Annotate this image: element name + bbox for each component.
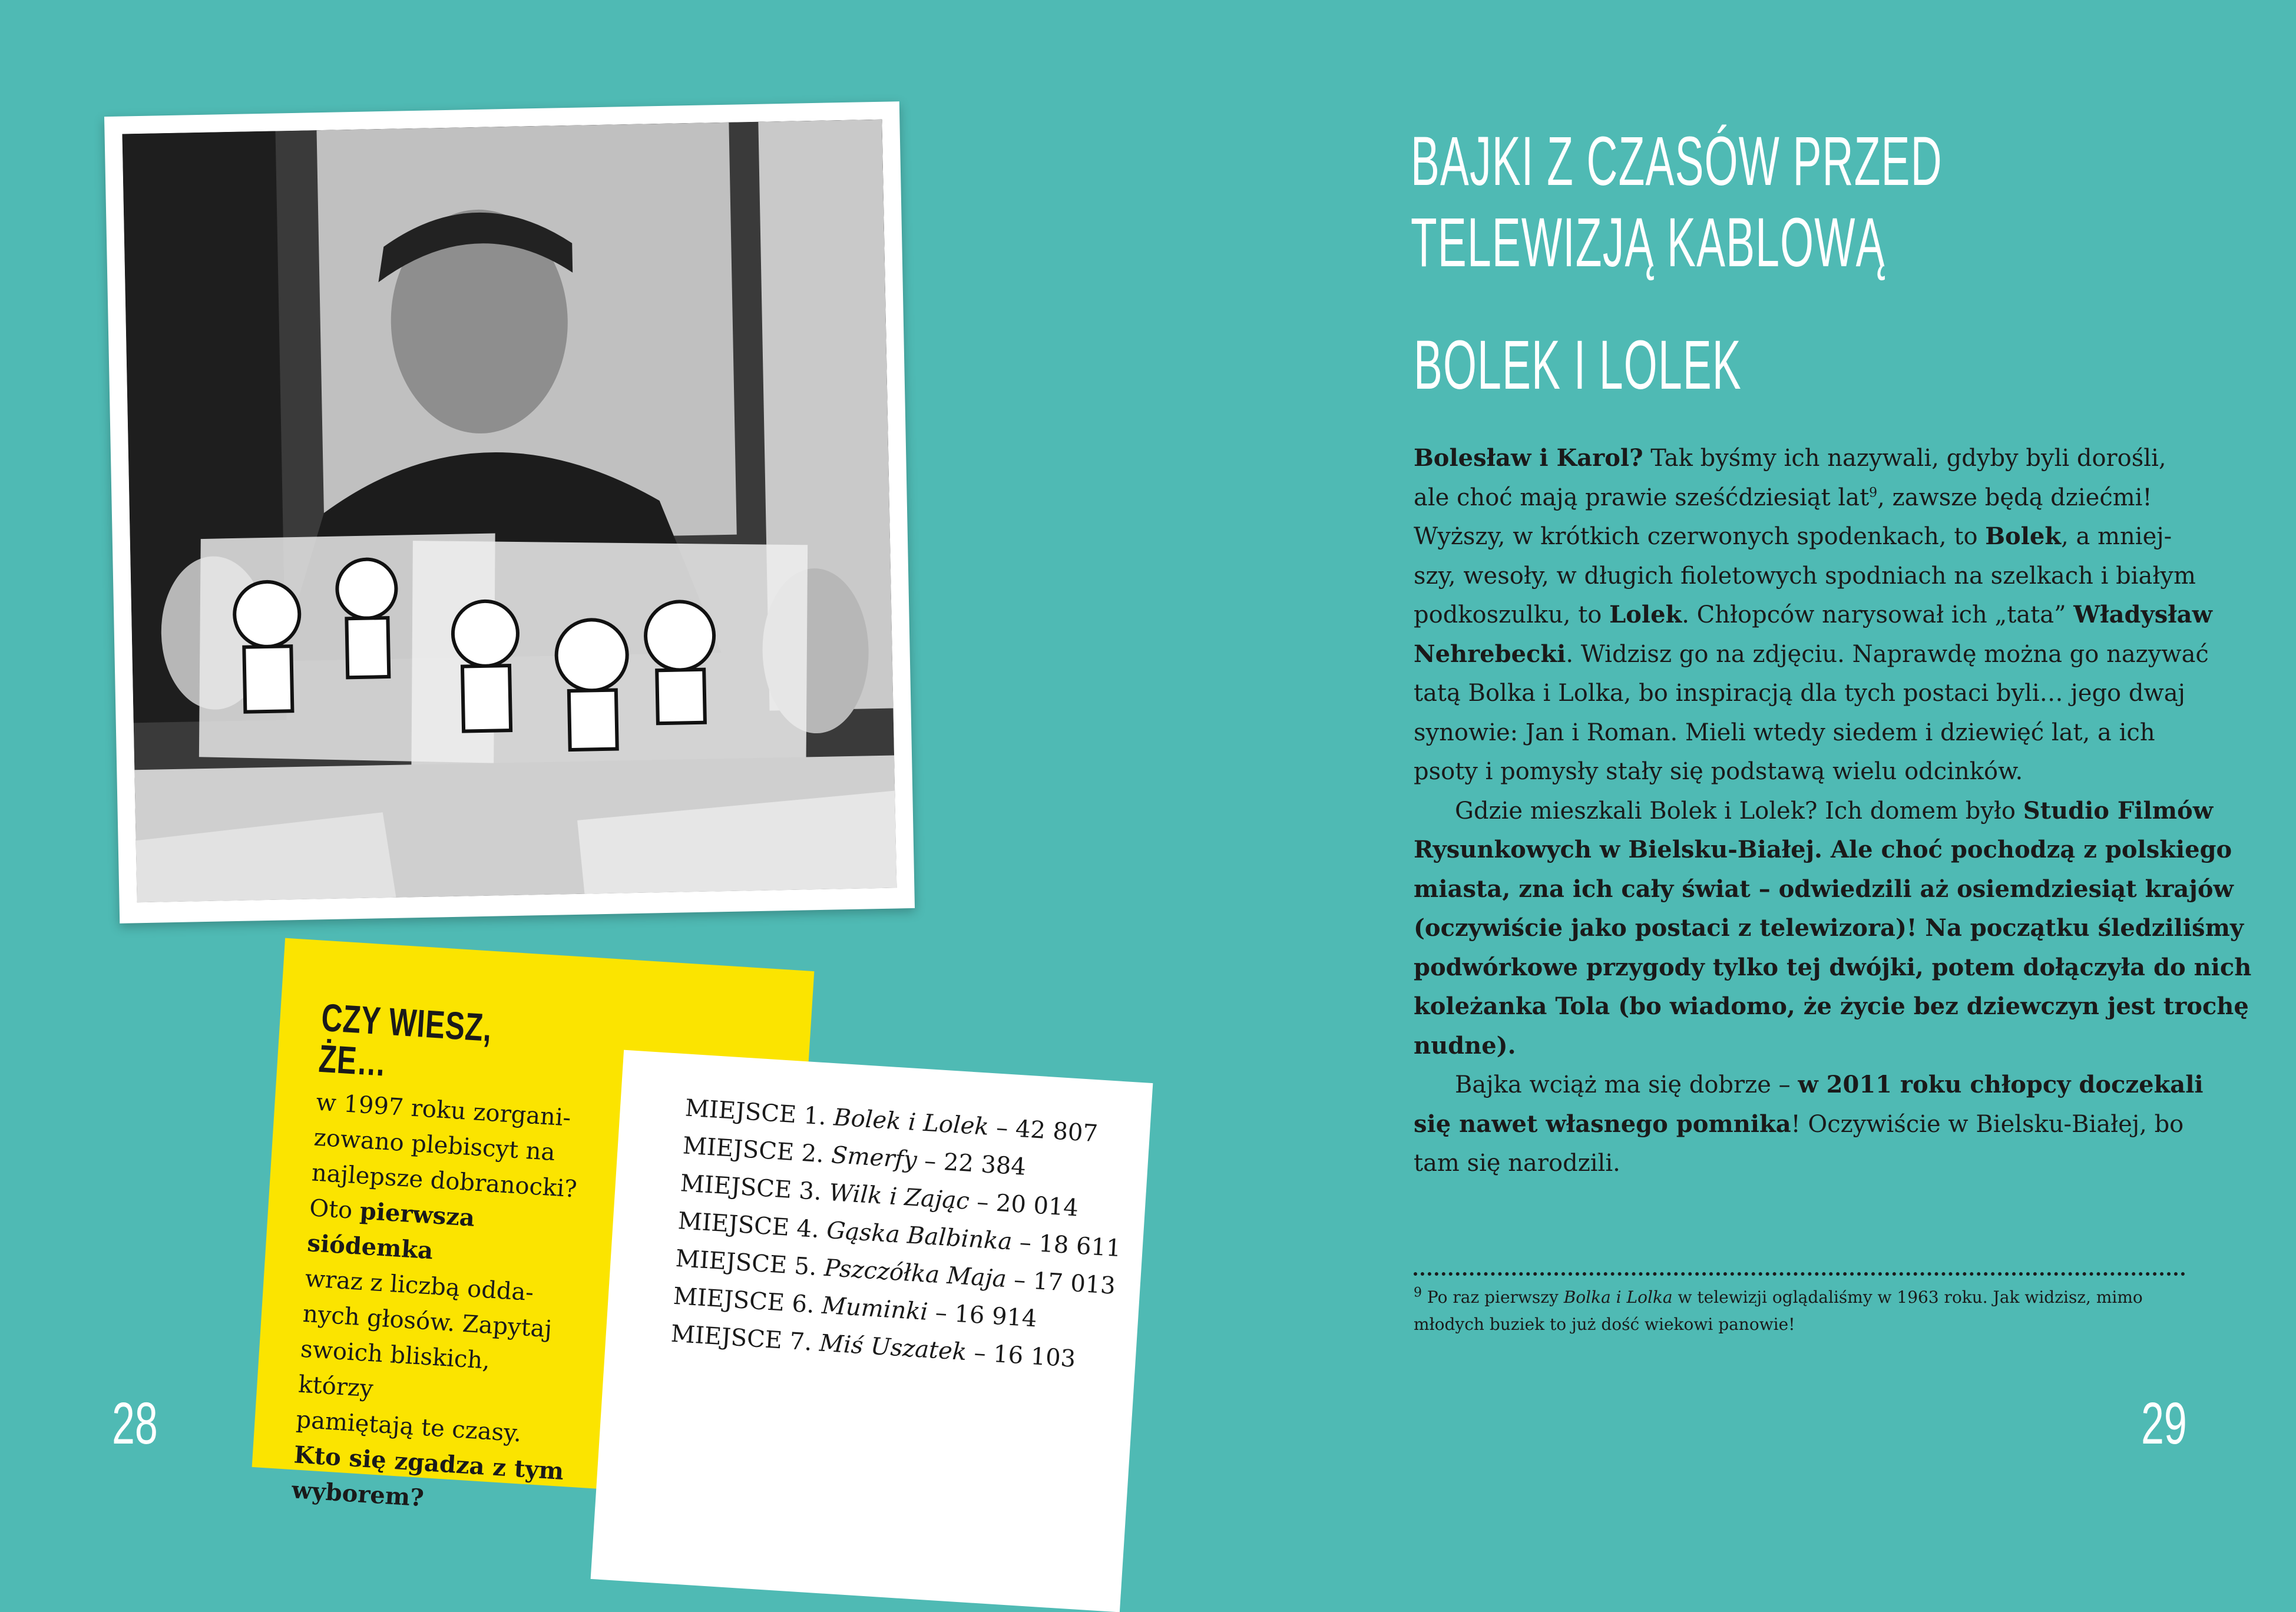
ranking-place: MIEJSCE 7. (670, 1320, 821, 1357)
bold-text: Bolesław i Karol? (1414, 444, 1643, 472)
ranking-votes: 22 384 (942, 1148, 1027, 1181)
section-title: BOLEK I LOLEK (1414, 326, 1742, 404)
text-run: Gdzie mieszkali Bolek i Lolek? Ich domem było (1455, 797, 2023, 825)
text-line (1414, 948, 2252, 988)
text-line (1414, 909, 2244, 948)
ranking-votes: 42 807 (1014, 1115, 1099, 1148)
photo-frame (104, 101, 915, 923)
text-line (1414, 792, 2214, 831)
ranking-separator: – (988, 1113, 1017, 1143)
text-line (1414, 674, 2185, 713)
ranking-place: MIEJSCE 1. (684, 1094, 835, 1131)
text-run: Wyższy, w krótkich czerwonych spodenkach, to (1414, 523, 1986, 550)
text-run: Bajka wciąż ma się dobrze – (1455, 1071, 1798, 1098)
footnote-title: Bolka i Lolka (1563, 1287, 1673, 1307)
bold-text: Bolek (1985, 522, 2062, 550)
text-line (1414, 517, 2185, 557)
text-run: tatą Bolka i Lolka, bo inspiracją dla tych postaci byli… jego dwaj (1414, 680, 2185, 707)
page-number-right: 29 (2141, 1391, 2187, 1457)
ranking-title: Bolek i Lolek (833, 1104, 990, 1141)
bold-text: (oczywiście jako postaci z telewizora)! Na początku śledziliśmy (1414, 914, 2244, 942)
text-line (1414, 1065, 2204, 1105)
bold-text: się nawet własnego pomnika (1414, 1110, 1791, 1138)
footnote-marker: 9 (1414, 1285, 1422, 1300)
text-line (1414, 1105, 2185, 1144)
text-line (1414, 870, 2234, 909)
bold-text: Nehrebecki (1414, 640, 1566, 668)
text-run: psoty i pomysły stały się podstawą wielu odcinków. (1414, 758, 2023, 785)
bold-text: Władysław (2073, 601, 2212, 628)
text-run: tam się narodzili. (1414, 1150, 1620, 1177)
ranking-title: Miś Uszatek (818, 1329, 968, 1366)
footnote-text: w telewizji oglądaliśmy w 1963 roku. Jak widzisz, mimo (1672, 1287, 2143, 1307)
ranking-votes: 16 914 (954, 1300, 1038, 1333)
text-line (1414, 635, 2209, 674)
text-run: wraz z liczbą odda- (304, 1265, 535, 1307)
text-run: swoich bliskich, którzy (297, 1335, 491, 1403)
text-run: pamiętają te czasy. (295, 1406, 522, 1448)
photo-illustration (123, 120, 897, 903)
ranking-votes: 18 611 (1038, 1230, 1122, 1263)
text-run: Oto (308, 1194, 361, 1225)
ranking-place: MIEJSCE 6. (672, 1282, 823, 1319)
chapter-title (1411, 121, 1943, 283)
text-run: . Widzisz go na zdjęciu. Naprawdę można go nazywać (1566, 640, 2209, 668)
ranking-separator: – (916, 1147, 945, 1176)
text-run: nych głosów. Zapytaj (302, 1300, 553, 1343)
text-run: podkoszulku, to (1414, 601, 1610, 628)
ranking-votes: 20 014 (995, 1189, 1080, 1222)
ranking-title: Smerfy (830, 1141, 918, 1174)
text-run: , zawsze będą dziećmi! (1877, 484, 2152, 511)
bold-text: Studio Filmów (2023, 796, 2214, 825)
bold-text: Kto się zgadza z tym (293, 1441, 565, 1486)
ranking-place: MIEJSCE 2. (681, 1132, 832, 1169)
bold-text: nudne). (1414, 1031, 1516, 1060)
ranking-place: MIEJSCE 5. (674, 1244, 825, 1282)
text-line (1414, 478, 2185, 518)
text-run: synowie: Jan i Roman. Mieli wtedy siedem i dziewięć lat, a ich (1414, 719, 2155, 746)
text-run: . Chłopców narysował ich „tata” (1682, 601, 2074, 628)
bold-text: podwórkowe przygody tylko tej dwójki, potem dołączyła do nich (1414, 953, 2252, 981)
footnote-divider (1414, 1272, 2185, 1276)
text-line (1414, 557, 2196, 596)
footnote-text: Po raz pierwszy (1422, 1287, 1564, 1307)
text-line (1414, 1144, 2185, 1183)
ranking-card (591, 1050, 1153, 1612)
text-run: najlepsze dobranocki? (310, 1159, 578, 1203)
text-run: zowano plebiscyt na (313, 1124, 556, 1167)
ranking-title: Muminki (821, 1292, 929, 1326)
body-text (1414, 439, 2252, 1183)
bold-text: Rysunkowych w Bielsku-Białej. Ale choć pochodzą z polskiego (1414, 836, 2232, 863)
text-run: ! Oczywiście w Bielsku-Białej, bo (1791, 1110, 2184, 1138)
text-line (1414, 439, 2185, 478)
text-run: szy, wesoły, w długich fioletowych spodniach na szelkach i białym (1414, 562, 2196, 590)
bold-text: Lolek (1609, 601, 1682, 628)
paragraph-2 (1414, 792, 2252, 1066)
footnote (1414, 1284, 2179, 1338)
ranking-list (670, 1089, 1129, 1380)
text-line (1414, 752, 2185, 792)
ranking-separator: – (1005, 1266, 1034, 1295)
text-line (1414, 987, 2249, 1027)
ranking-votes: 17 013 (1032, 1267, 1117, 1300)
text-line (1414, 713, 2185, 753)
bold-text: w 2011 roku chłopcy doczekali (1798, 1071, 2204, 1098)
ranking-place: MIEJSCE 4. (677, 1207, 828, 1244)
footnote-line-2: młodych buziek to już dość wiekowi panowie! (1414, 1315, 1795, 1334)
text-run: w 1997 roku zorgani- (315, 1088, 572, 1132)
text-line (1414, 1027, 2185, 1066)
ranking-votes: 16 103 (992, 1340, 1077, 1373)
bold-text: koleżanka Tola (bo wiadomo, że życie bez dziewczyn jest trochę (1414, 992, 2249, 1020)
ranking-separator: – (927, 1298, 956, 1328)
text-run: , a mniej- (2061, 523, 2172, 550)
bold-text: miasta, zna ich cały świat – odwiedzili aż osiemdziesiąt krajów (1414, 875, 2234, 903)
ranking-place: MIEJSCE 3. (679, 1170, 830, 1206)
ranking-title: Gąska Balbinka (825, 1216, 1013, 1256)
page-number-left: 28 (112, 1391, 158, 1457)
chapter-title-line1: BAJKI Z CZASÓW PRZED (1411, 123, 1943, 200)
text-run: ale choć mają prawie sześćdziesiąt lat (1414, 484, 1870, 511)
ranking-title: Pszczółka Maja (823, 1254, 1008, 1293)
footnote-reference: 9 (1869, 485, 1878, 501)
text-line (1414, 595, 2212, 635)
paragraph-1 (1414, 439, 2212, 792)
paragraph-3 (1414, 1065, 2204, 1183)
bold-text: pierwsza siódemka (306, 1197, 476, 1265)
text-line (1414, 830, 2232, 870)
photo-nehrebecki-with-animation-cels (123, 120, 897, 903)
ranking-separator: – (1011, 1228, 1040, 1257)
text-run: Tak byśmy ich nazywali, gdyby byli dorośli, (1643, 445, 2166, 472)
did-you-know-heading: CZY WIESZ, ŻE… (317, 995, 494, 1084)
chapter-title-line2: TELEWIZJĄ KABLOWĄ (1411, 204, 1885, 282)
ranking-separator: – (965, 1339, 994, 1368)
did-you-know-text (290, 1085, 587, 1525)
bold-text: wyborem? (290, 1476, 425, 1512)
ranking-separator: – (968, 1188, 997, 1217)
ranking-title: Wilk i Zając (828, 1179, 971, 1215)
